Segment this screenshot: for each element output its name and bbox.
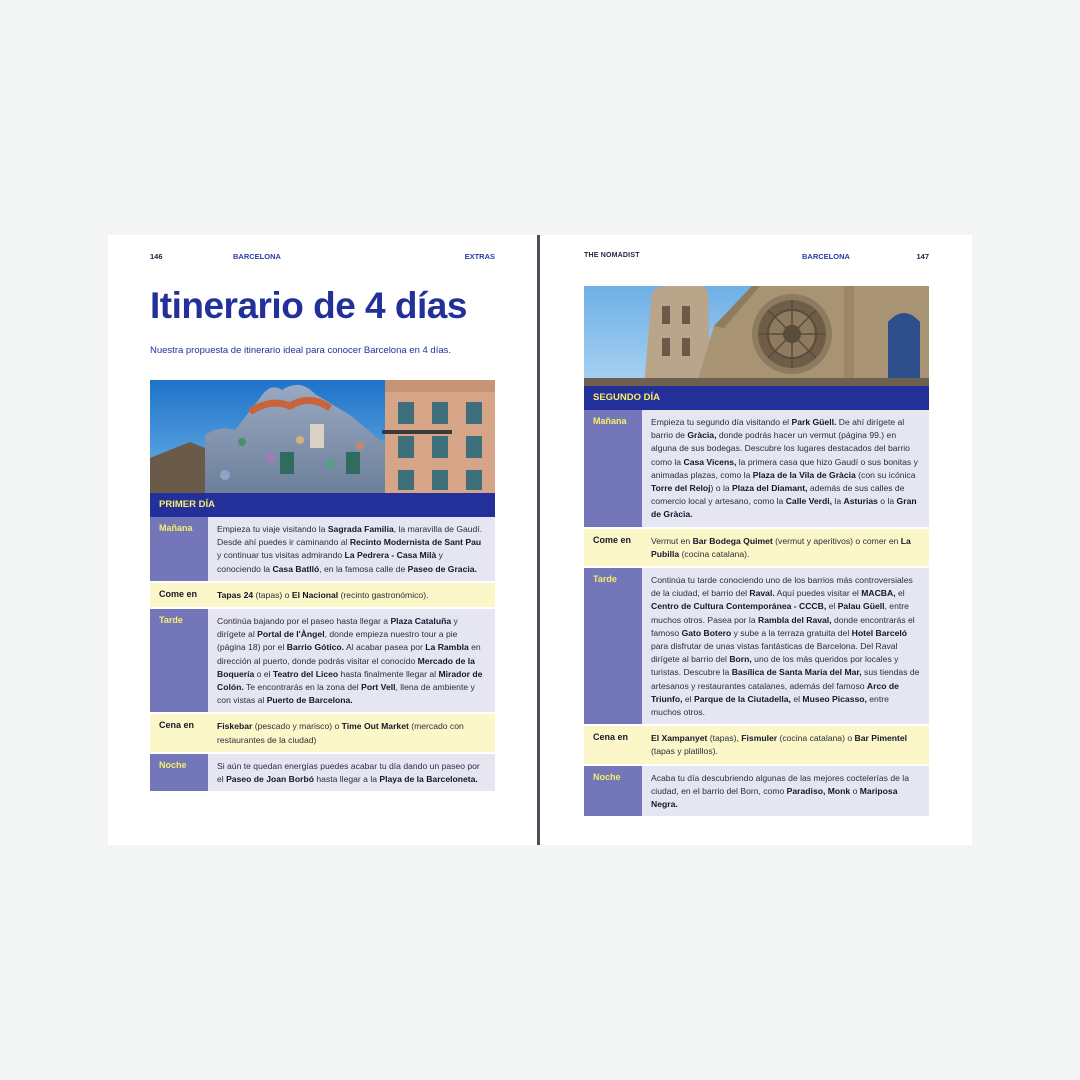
right-page	[584, 235, 929, 845]
schedule-row	[150, 609, 495, 712]
schedule-time-label: Tarde	[584, 568, 642, 724]
schedule-row	[150, 583, 495, 607]
schedule-row	[584, 410, 929, 527]
schedule-time-label: Noche	[584, 766, 642, 817]
schedule-description: Fiskebar (pescado y marisco) o Time Out Market (mercado con restaurantes de la ciudad)	[208, 714, 495, 751]
page-subtitle: Nuestra propuesta de itinerario ideal para conocer Barcelona en 4 días.	[150, 345, 452, 356]
schedule-description: El Xampanyet (tapas), Fismuler (cocina catalana) o Bar Pimentel (tapas y platillos).	[642, 726, 929, 763]
schedule-description: Empieza tu segundo día visitando el Park Güell. De ahí dirígete al barrio de Gràcia, donde podrás hacer un vermut (página 99.) en alguna de sus bodegas. Descubre los lugares destacados del barrio como la Casa Vicens, la primera casa que hizo Gaudí o sus bonitas y animadas plazas, como la Plaza de la Vila de Gràcia (con su icónica Torre del Reloj) o la Plaza del Diamant, además de sus calles de comercio local y artesano, como la Calle Verdi, la Asturias o la Gran de Gràcia.	[642, 410, 929, 527]
left-section-label: BARCELONA	[233, 252, 281, 261]
day-two-schedule	[584, 410, 929, 816]
schedule-time-label: Mañana	[150, 517, 208, 581]
page-title: Itinerario de 4 días	[150, 285, 467, 326]
day-two-header: SEGUNDO DÍA	[584, 386, 929, 410]
schedule-row	[584, 568, 929, 724]
santa-maria-del-mar-photo	[584, 286, 929, 386]
schedule-time-label: Cena en	[150, 714, 208, 751]
schedule-description: Acaba tu día descubriendo algunas de las mejores coctelerías de la ciudad, en el barrio del Born, como Paradiso, Monk o Mariposa Negra.	[642, 766, 929, 817]
schedule-description: Continúa bajando por el paseo hasta llegar a Plaza Cataluña y dirígete al Portal de l'Àngel, donde empieza nuestro tour a pie (página 18) por el Barrio Gótico. Al acabar pasea por La Rambla en dirección al puerto, donde podrás visitar el conocido Mercado de la Boquería o el Teatro del Liceo hasta finalmente llegar al Mirador de Colón. Te encontrarás en la zona del Port Vell, llena de ambiente y con vistas al Puerto de Barcelona.	[208, 609, 495, 712]
schedule-time-label: Mañana	[584, 410, 642, 527]
book-gutter	[537, 235, 540, 845]
schedule-time-label: Cena en	[584, 726, 642, 763]
right-section-label: BARCELONA	[802, 252, 850, 261]
left-category-label: EXTRAS	[464, 252, 495, 261]
right-running-header	[584, 252, 929, 264]
left-page	[150, 235, 495, 845]
schedule-description: Vermut en Bar Bodega Quimet (vermut y aperitivos) o comer en La Pubilla (cocina catalana).	[642, 529, 929, 566]
schedule-description: Continúa tu tarde conociendo uno de los barrios más controversiales de la ciudad, el barrio del Raval. Aquí puedes visitar el MACBA, el Centro de Cultura Contemporánea - CCCB, el Palau Güell, entre muchos otros. Pasea por la Rambla del Raval, donde encontrarás el famoso Gato Botero y sube a la terraza gratuita del Hotel Barceló para disfrutar de unas vistas fantásticas de Barcelona. Del Raval dirígete al barrio del Born, uno de los más queridos por locales y turistas. Descubre la Basílica de Santa Maria del Mar, sus tiendas de artesanos y restaurantes catalanes, además del famoso Arco de Triunfo, el Parque de la Ciutadella, el Museo Picasso, entre muchos otros.	[642, 568, 929, 724]
schedule-row	[584, 726, 929, 763]
schedule-row	[584, 766, 929, 817]
schedule-description: Si aún te quedan energías puedes acabar tu día dando un paseo por el Paseo de Joan Borbó hasta llegar a la Playa de la Barceloneta.	[208, 754, 495, 791]
left-page-number: 146	[150, 252, 163, 261]
schedule-description: Empieza tu viaje visitando la Sagrada Familia, la maravilla de Gaudí. Desde ahí puedes ir caminando al Recinto Modernista de Sant Pau y continuar tus visitas admirando La Pedrera - Casa Milà y conociendo la Casa Batlló, en la famosa calle de Paseo de Gracia.	[208, 517, 495, 581]
schedule-time-label: Come en	[150, 583, 208, 607]
brand-logo: THE NOMADIST	[584, 252, 640, 259]
schedule-row	[150, 754, 495, 791]
schedule-row	[150, 714, 495, 751]
day-one-schedule	[150, 517, 495, 791]
right-page-number: 147	[916, 252, 929, 261]
left-running-header	[150, 252, 495, 264]
schedule-row	[584, 529, 929, 566]
schedule-time-label: Noche	[150, 754, 208, 791]
casa-batllo-photo	[150, 380, 495, 493]
day-one-header: PRIMER DÍA	[150, 493, 495, 517]
schedule-time-label: Tarde	[150, 609, 208, 712]
schedule-time-label: Come en	[584, 529, 642, 566]
schedule-row	[150, 517, 495, 581]
schedule-description: Tapas 24 (tapas) o El Nacional (recinto gastronómico).	[208, 583, 495, 607]
